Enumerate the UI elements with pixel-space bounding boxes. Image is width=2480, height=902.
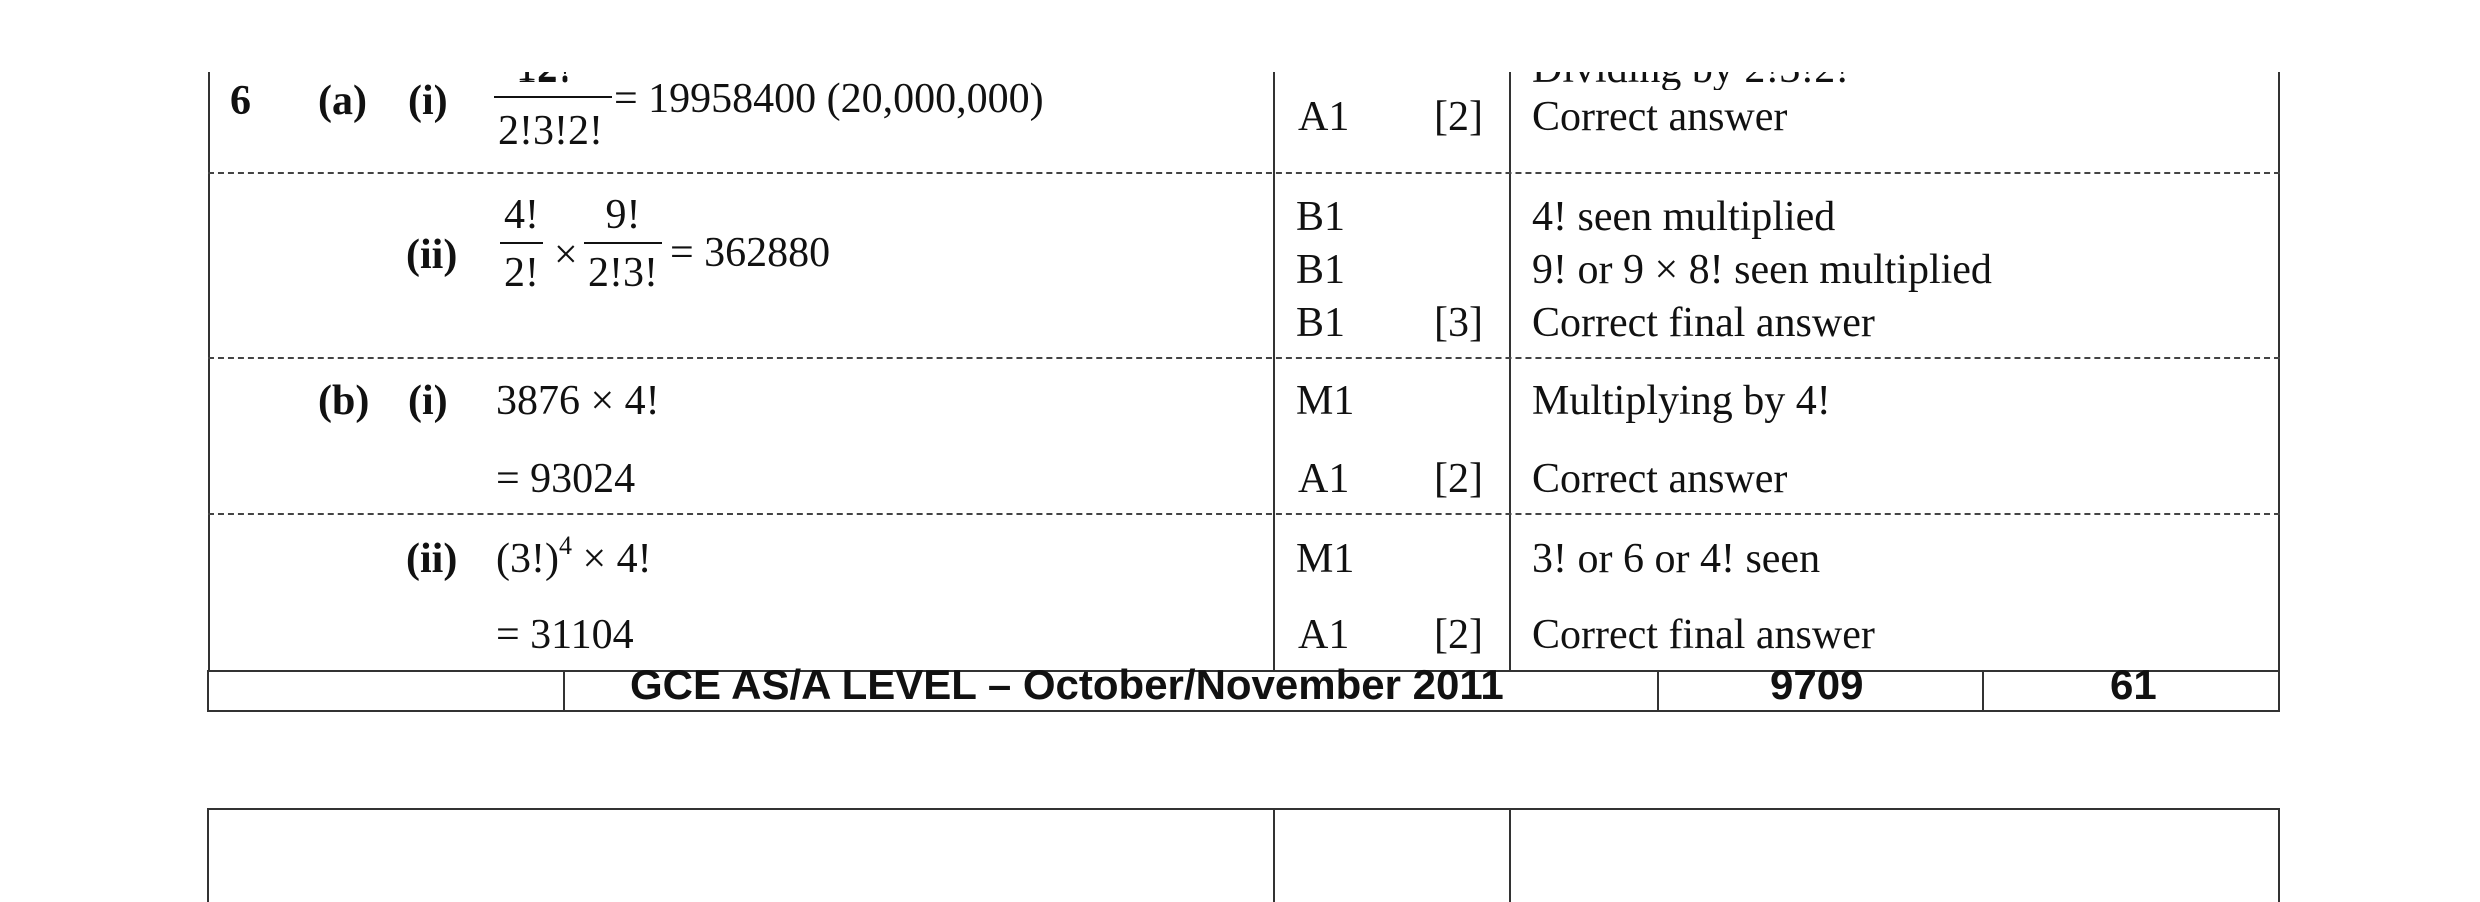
mark-code: B1 bbox=[1296, 300, 1346, 346]
table-divider-guidance bbox=[1509, 72, 1511, 670]
next-table-top-border bbox=[207, 808, 2280, 810]
fraction-denominator: 2!3! bbox=[584, 242, 662, 294]
syllabus-code: 9709 bbox=[1770, 661, 1864, 708]
fraction-denominator: 2!3!2! bbox=[498, 108, 603, 154]
answer-expression: = 19958400 (20,000,000) bbox=[614, 76, 1044, 122]
row-separator bbox=[208, 172, 2280, 174]
answer-expression: = 93024 bbox=[496, 456, 636, 502]
multiplier: × 4! bbox=[571, 536, 652, 582]
subpart-label-i: (i) bbox=[408, 378, 448, 424]
question-number: 6 bbox=[230, 78, 251, 124]
header-divider bbox=[1657, 670, 1659, 712]
power-exponent: 4 bbox=[558, 531, 572, 560]
table-left-border bbox=[208, 72, 210, 670]
mark-total: [2] bbox=[1434, 456, 1483, 502]
mark-code: A1 bbox=[1298, 612, 1350, 658]
subpart-label-ii: (ii) bbox=[406, 536, 458, 582]
top-crop-mask bbox=[0, 0, 2480, 72]
mark-code: B1 bbox=[1296, 247, 1346, 293]
next-table-right-border bbox=[2278, 808, 2280, 902]
next-table-left-border bbox=[207, 808, 209, 902]
mark-code: M1 bbox=[1296, 536, 1355, 582]
mark-code: A1 bbox=[1298, 94, 1350, 140]
mark-code: B1 bbox=[1296, 194, 1346, 240]
fraction-denominator: 2! bbox=[500, 242, 543, 294]
header-divider bbox=[563, 670, 565, 712]
part-label-a: (a) bbox=[318, 78, 367, 124]
power-base: (3!) bbox=[496, 536, 559, 582]
paper-number: 61 bbox=[2110, 661, 2157, 708]
guidance-text: Correct final answer bbox=[1532, 300, 1875, 346]
guidance-text: 4! seen multiplied bbox=[1532, 194, 1836, 240]
header-bottom-border bbox=[207, 710, 2280, 712]
row-separator bbox=[208, 357, 2280, 359]
table-right-border bbox=[2278, 72, 2280, 670]
mark-code: A1 bbox=[1298, 456, 1350, 502]
fraction-bar bbox=[494, 96, 612, 98]
answer-expression: = 362880 bbox=[670, 230, 831, 276]
working-line bbox=[496, 531, 652, 582]
answer-expression: = 31104 bbox=[496, 612, 634, 658]
guidance-text: Correct answer bbox=[1532, 456, 1788, 502]
guidance-text: Correct final answer bbox=[1532, 612, 1875, 658]
fraction-numerator: 4! bbox=[504, 192, 539, 238]
exam-title: GCE AS/A LEVEL – October/November 2011 bbox=[630, 661, 1504, 708]
header-divider bbox=[207, 670, 209, 712]
guidance-text: Multiplying by 4! bbox=[1532, 378, 1831, 424]
working-line: 3876 × 4! bbox=[496, 378, 660, 424]
mark-code: M1 bbox=[1296, 378, 1355, 424]
fraction-9-over-2-3 bbox=[584, 194, 662, 294]
mark-total: [3] bbox=[1434, 300, 1483, 346]
table-divider-marks bbox=[1273, 72, 1275, 670]
header-divider bbox=[2278, 670, 2280, 712]
times-symbol: × bbox=[554, 232, 578, 278]
part-label-b: (b) bbox=[318, 378, 370, 424]
row-separator bbox=[208, 513, 2280, 515]
next-table-divider bbox=[1273, 808, 1275, 902]
fraction-numerator: 9! bbox=[605, 192, 641, 238]
mark-total: [2] bbox=[1434, 612, 1483, 658]
subpart-label-i: (i) bbox=[408, 78, 448, 124]
guidance-text: 3! or 6 or 4! seen bbox=[1532, 536, 1821, 582]
guidance-text: Correct answer bbox=[1532, 94, 1788, 140]
subpart-label-ii: (ii) bbox=[406, 232, 458, 278]
mark-total: [2] bbox=[1434, 94, 1483, 140]
header-divider bbox=[1982, 670, 1984, 712]
fraction-4-over-2 bbox=[500, 194, 543, 294]
guidance-text: 9! or 9 × 8! seen multiplied bbox=[1532, 247, 1992, 293]
next-table-divider bbox=[1509, 808, 1511, 902]
